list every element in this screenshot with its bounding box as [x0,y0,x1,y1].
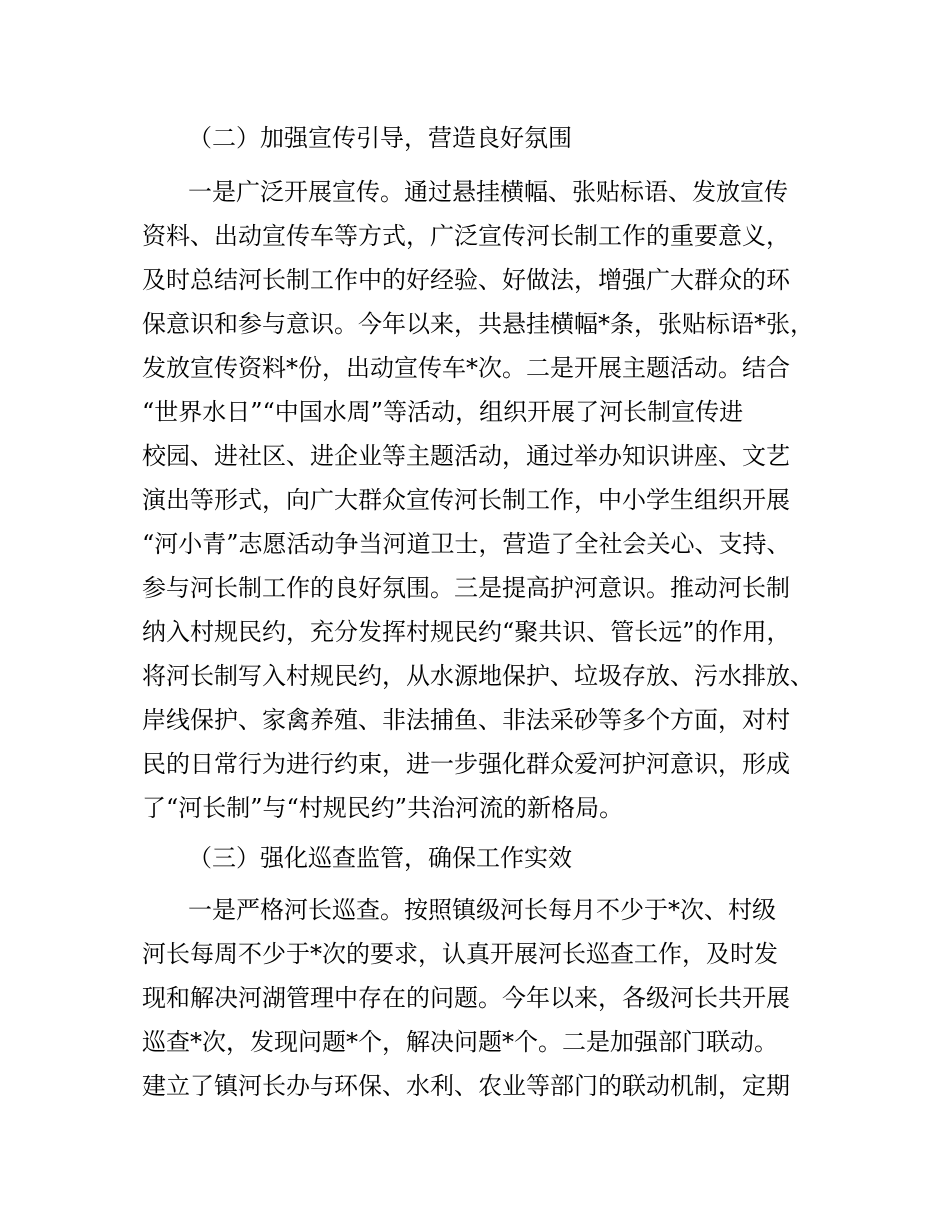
paragraph-line: 发放宣传资料*份，出动宣传车*次。二是开展主题活动。结合 [142,354,790,382]
paragraph-line: 建立了镇河长办与环保、水利、农业等部门的联动机制，定期 [142,1072,790,1100]
paragraph-line: 了“河长制”与“村规民约”共治河流的新格局。 [142,794,624,822]
paragraph-line: 岸线保护、家禽养殖、非法捕鱼、非法采砂等多个方面，对村 [142,706,790,734]
paragraph-line: 巡查*次，发现问题*个，解决问题*个。二是加强部门联动。 [142,1028,778,1056]
section-heading-2: （二）加强宣传引导，营造良好氛围 [188,124,572,152]
paragraph-line: 纳入村规民约，充分发挥村规民约“聚共识、管长远”的作用， [142,618,791,646]
section-heading-3: （三）强化巡查监管，确保工作实效 [188,844,572,872]
paragraph-line: 保意识和参与意识。今年以来，共悬挂横幅*条，张贴标语*张， [142,310,814,338]
paragraph-line: 及时总结河长制工作中的好经验、好做法，增强广大群众的环 [142,266,790,294]
paragraph-line: 演出等形式，向广大群众宣传河长制工作，中小学生组织开展 [142,486,790,514]
paragraph-line: “世界水日”“中国水周”等活动，组织开展了河长制宣传进 [142,398,744,426]
paragraph-line: 一是广泛开展宣传。通过悬挂横幅、张贴标语、发放宣传 [188,178,788,206]
paragraph-line: 将河长制写入村规民约，从水源地保护、垃圾存放、污水排放、 [142,662,814,690]
paragraph-line: 校园、进社区、进企业等主题活动，通过举办知识讲座、文艺 [142,442,790,470]
paragraph-line: 民的日常行为进行约束，进一步强化群众爱河护河意识，形成 [142,750,790,778]
paragraph-line: 资料、出动宣传车等方式，广泛宣传河长制工作的重要意义， [142,222,790,250]
paragraph-line: 参与河长制工作的良好氛围。三是提高护河意识。推动河长制 [142,574,790,602]
paragraph-line: 河长每周不少于*次的要求，认真开展河长巡查工作，及时发 [142,940,778,968]
paragraph-line: “河小青”志愿活动争当河道卫士，营造了全社会关心、支持、 [142,530,791,558]
paragraph-line: 一是严格河长巡查。按照镇级河长每月不少于*次、村级 [188,896,776,924]
paragraph-line: 现和解决河湖管理中存在的问题。今年以来，各级河长共开展 [142,984,790,1012]
